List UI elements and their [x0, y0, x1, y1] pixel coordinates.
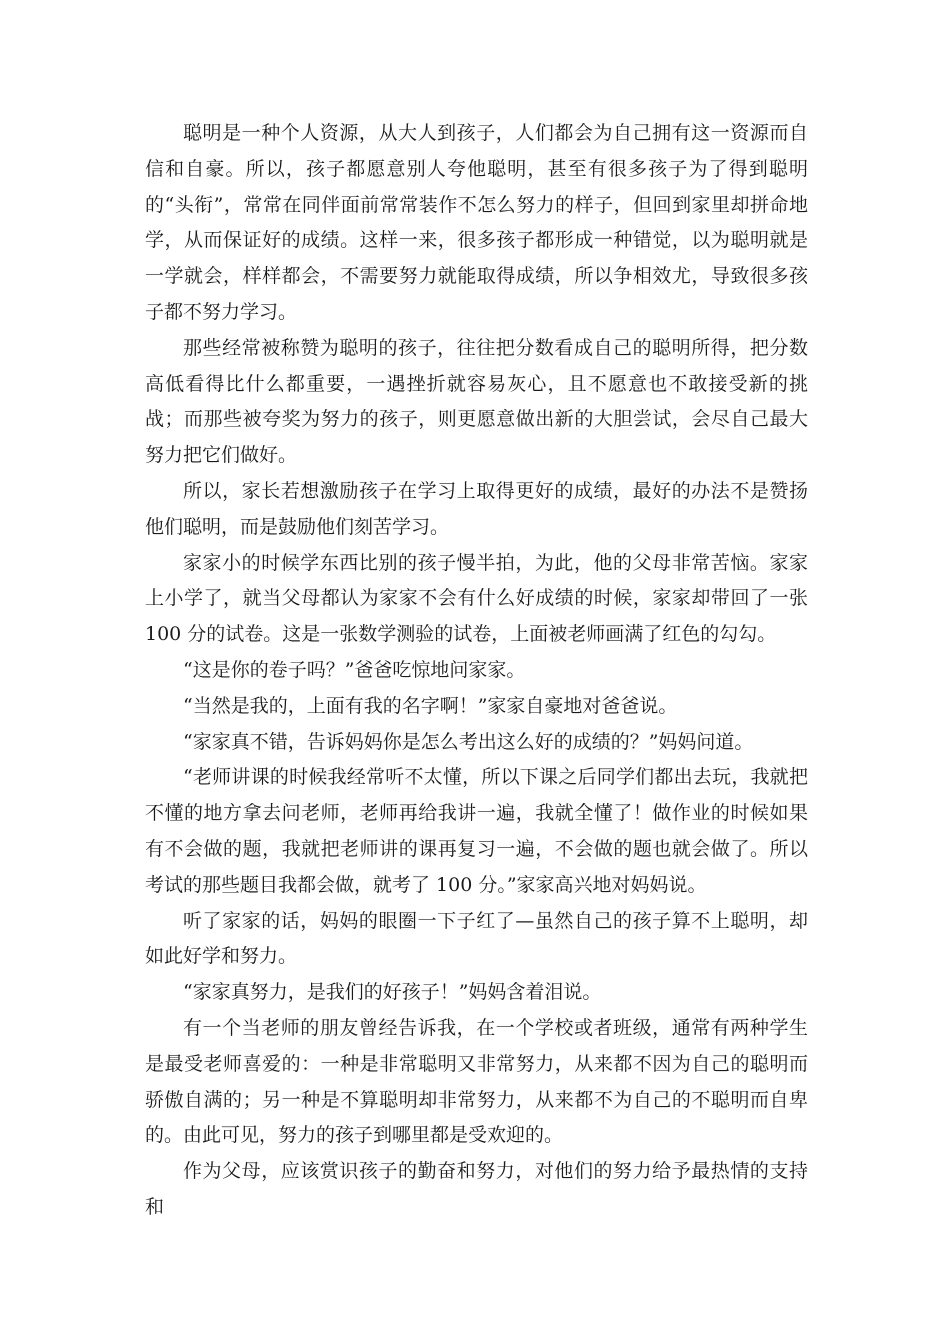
paragraph: 有一个当老师的朋友曾经告诉我，在一个学校或者班级，通常有两种学生是最受老师喜爱的：一种是非常聪明又非常努力，从来都不因为自己的聪明而骄傲自满的；另一种是不算聪明却非常努力，从来都不为自己的不聪明而自卑的。由此可见，努力的孩子到哪里都是受欢迎的。 [145, 1016, 808, 1147]
dialogue-paragraph: “家家真努力，是我们的好孩子！”妈妈含着泪说。 [183, 981, 602, 1004]
paragraph: 那些经常被称赞为聪明的孩子，往往把分数看成自己的聪明所得，把分数高低看得比什么都重要，一遇挫折就容易灰心，且不愿意也不敢接受新的挑战；而那些被夸奖为努力的孩子，则更愿意做出新的大胆尝试，会尽自己最大努力把它们做好。 [145, 336, 808, 467]
document-body [145, 116, 815, 1226]
dialogue-paragraph: “家家真不错，告诉妈妈你是怎么考出这么好的成绩的？”妈妈问道。 [183, 730, 754, 753]
paragraph: 所以，家长若想激励孩子在学习上取得更好的成绩，最好的办法不是赞扬他们聪明，而是鼓励他们刻苦学习。 [145, 479, 808, 538]
dialogue-paragraph: “这是你的卷子吗？”爸爸吃惊地问家家。 [183, 658, 526, 681]
dialogue-paragraph: “当然是我的，上面有我的名字啊！”家家自豪地对爸爸说。 [183, 694, 678, 717]
dialogue-paragraph: “老师讲课的时候我经常听不太懂，所以下课之后同学们都出去玩，我就把不懂的地方拿去问老师，老师再给我讲一遍，我就全懂了！做作业的时候如果有不会做的题，我就把老师讲的课再复习一遍，不会做的题也就会做了。所以考试的那些题目我都会做，就考了 100 分。”家家高兴地对妈妈说。 [145, 766, 808, 896]
paragraph: 作为父母，应该赏识孩子的勤奋和努力，对他们的努力给予最热情的支持和 [145, 1160, 808, 1218]
paragraph: 听了家家的话，妈妈的眼圈一下子红了—虽然自己的孩子算不上聪明，却如此好学和努力。 [145, 909, 808, 968]
paragraph: 聪明是一种个人资源，从大人到孩子，人们都会为自己拥有这一资源而自信和自豪。所以，孩子都愿意别人夸他聪明，甚至有很多孩子为了得到聪明的“头衔”，常常在同伴面前常常装作不怎么努力的样子，但回到家里却拼命地学，从而保证好的成绩。这样一来，很多孩子都形成一种错觉，以为聪明就是一学就会，样样都会，不需要努力就能取得成绩，所以争相效尤，导致很多孩子都不努力学习。 [145, 122, 808, 323]
paragraph: 家家小的时候学东西比别的孩子慢半拍，为此，他的父母非常苦恼。家家上小学了，就当父母都认为家家不会有什么好成绩的时候，家家却带回了一张 100 分的试卷。这是一张数学测验的试卷，上面被老师画满了红色的勾勾。 [145, 551, 815, 646]
